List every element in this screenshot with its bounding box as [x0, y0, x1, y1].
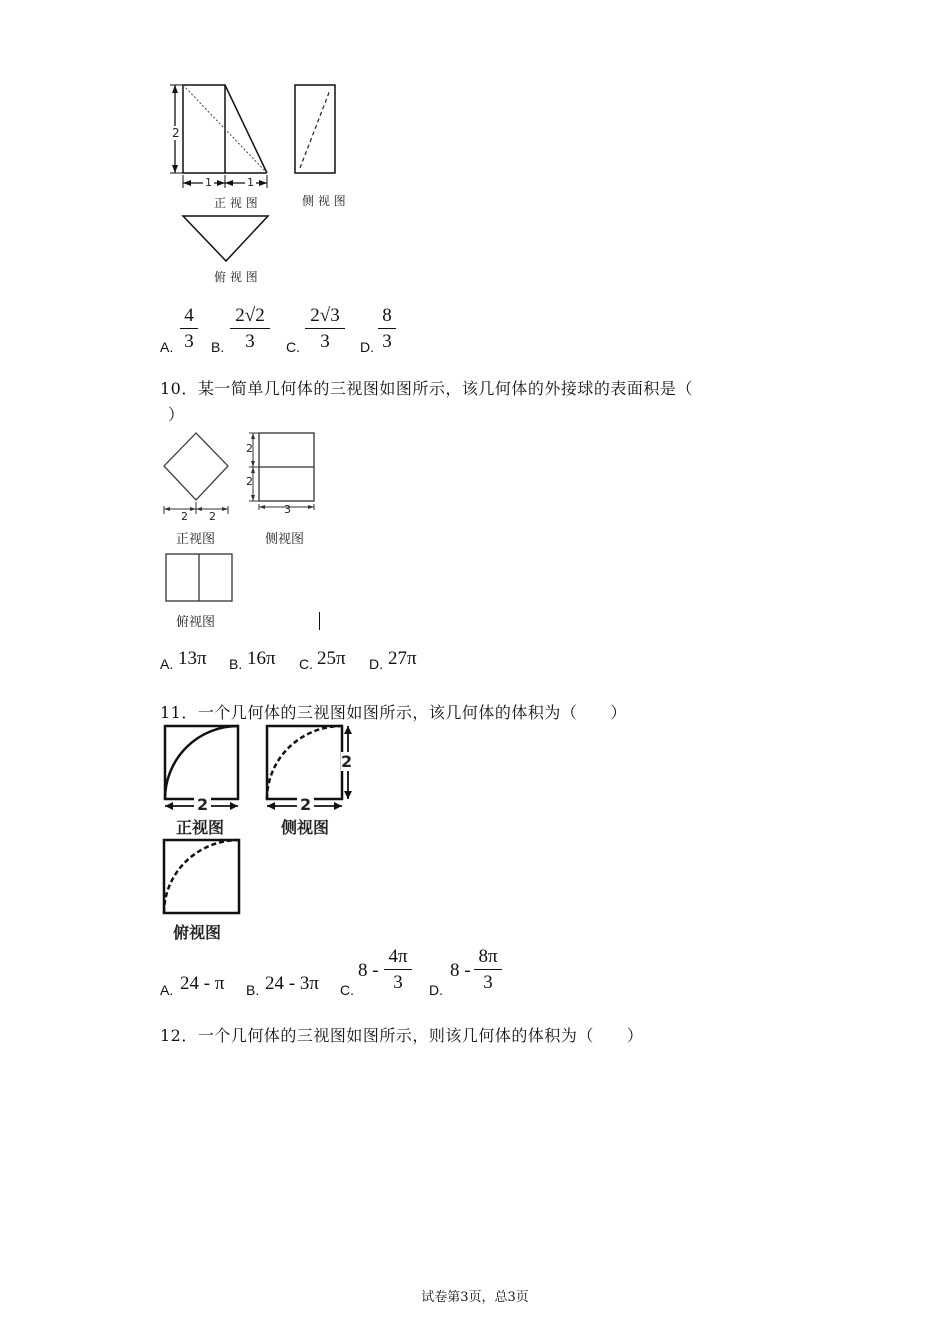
q10-option-a-value[interactable]: 13π: [178, 648, 207, 669]
q11-option-d-fraction[interactable]: 8π 3: [474, 946, 502, 994]
q9-dim-right: 1: [247, 176, 254, 189]
q9-side-caption: 侧 视 图: [302, 194, 346, 208]
text-cursor: [319, 612, 320, 630]
q10-stem-line1: 10．某一简单几何体的三视图如图所示，该几何体的外接球的表面积是（: [160, 379, 693, 398]
q9-option-a-label[interactable]: A.: [160, 339, 174, 355]
q10-stem-line2: ）: [168, 405, 185, 424]
q11-front-caption: 正视图: [176, 818, 225, 837]
q10-front-view: [160, 430, 240, 520]
q10-side-dim-bottom: 2: [246, 475, 253, 488]
q11-option-b-label[interactable]: B.: [246, 982, 260, 998]
q11-top-view: [160, 836, 245, 918]
q9-front-caption: 正 视 图: [214, 196, 258, 210]
q10-front-caption: 正视图: [176, 532, 216, 547]
q10-top-caption: 俯视图: [176, 615, 216, 630]
q9-option-d-value[interactable]: 8 3: [378, 305, 396, 353]
q10-side-caption: 侧视图: [265, 532, 305, 547]
q9-front-view: [165, 80, 275, 195]
q11-option-d-prefix: 8 -: [450, 960, 471, 981]
page-footer: 试卷第3页，总3页: [421, 1290, 529, 1305]
q11-option-a-value[interactable]: 24 - π: [180, 973, 225, 994]
q10-option-d-label[interactable]: D.: [369, 656, 383, 672]
q9-top-caption: 俯 视 图: [214, 270, 258, 284]
q11-option-c-fraction[interactable]: 4π 3: [384, 946, 412, 994]
q9-option-c-label[interactable]: C.: [286, 339, 300, 355]
q9-option-a-value[interactable]: 4 3: [180, 305, 198, 353]
q10-option-b-label[interactable]: B.: [229, 656, 243, 672]
q9-option-c-value[interactable]: 2√3 3: [305, 305, 345, 353]
q10-top-view: [163, 552, 235, 604]
q9-dim-height: 2: [172, 126, 180, 140]
q11-side-caption: 侧视图: [281, 818, 330, 837]
q11-stem: 11．一个几何体的三视图如图所示，该几何体的体积为（ ）: [160, 703, 627, 722]
q11-option-a-label[interactable]: A.: [160, 982, 174, 998]
q11-front-dim: 2: [194, 795, 211, 814]
q10-side-view: [245, 430, 320, 520]
q9-dim-left: 1: [205, 176, 212, 189]
q10-side-dim-top: 2: [246, 442, 253, 455]
q9-option-b-value[interactable]: 2√2 3: [230, 305, 270, 353]
q10-front-dim-left: 2: [181, 510, 188, 523]
q11-option-c-label[interactable]: C.: [340, 982, 354, 998]
q10-option-c-value[interactable]: 25π: [317, 648, 346, 669]
q11-side-dim-width: 2: [297, 795, 314, 814]
q9-side-view: [290, 80, 340, 180]
q10-option-b-value[interactable]: 16π: [247, 648, 276, 669]
q12-stem: 12．一个几何体的三视图如图所示，则该几何体的体积为（ ）: [160, 1026, 644, 1045]
q11-option-d-label[interactable]: D.: [429, 982, 443, 998]
q9-option-b-label[interactable]: B.: [211, 339, 225, 355]
q11-option-b-value[interactable]: 24 - 3π: [265, 973, 319, 994]
q10-front-dim-right: 2: [209, 510, 216, 523]
q9-top-view: [180, 212, 275, 267]
q11-side-dim-height: 2: [341, 752, 353, 771]
q9-option-d-label[interactable]: D.: [360, 339, 374, 355]
q11-option-c-prefix: 8 -: [358, 960, 379, 981]
q10-side-dim-width: 3: [284, 503, 291, 516]
q11-top-caption: 俯视图: [173, 923, 222, 942]
q10-option-a-label[interactable]: A.: [160, 656, 174, 672]
q10-option-c-label[interactable]: C.: [299, 656, 313, 672]
q10-option-d-value[interactable]: 27π: [388, 648, 417, 669]
